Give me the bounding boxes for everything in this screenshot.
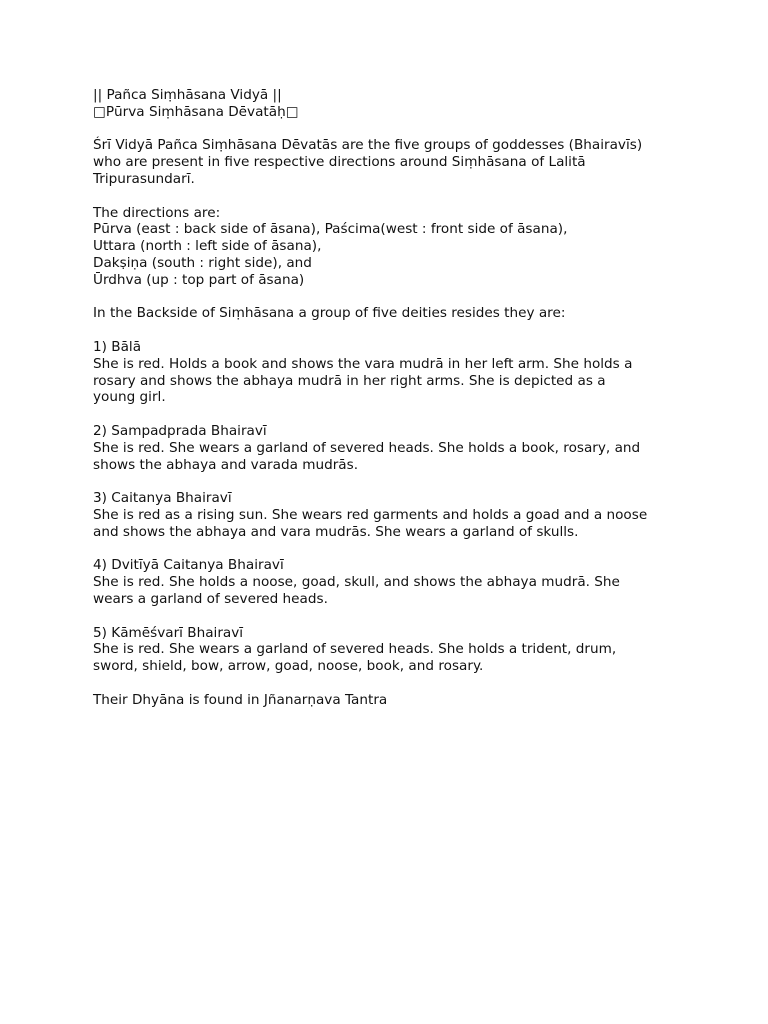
spacer — [93, 541, 693, 558]
spacer — [93, 188, 693, 205]
deity-description-line: rosary and shows the abhaya mudrā in her right arms. She is depicted as a — [93, 372, 606, 389]
document-title: || Pañca Siṃhāsana Vidyā || — [93, 87, 282, 103]
deity-entry — [93, 339, 693, 406]
document-page — [93, 87, 693, 708]
deity-entry — [93, 490, 693, 540]
deity-description-line: She is red. She wears a garland of severed heads. She holds a trident, drum, — [93, 641, 617, 658]
deity-heading: 1) Bālā — [93, 338, 142, 355]
direction-line: Uttara (north : left side of āsana), — [93, 238, 322, 255]
spacer — [93, 473, 693, 490]
deity-entry — [93, 625, 693, 675]
deity-description-line: She is red as a rising sun. She wears red garments and holds a goad and a noose — [93, 506, 648, 523]
intro-line: who are present in five respective directions around Siṃhāsana of Lalitā — [93, 154, 586, 171]
intro-line: Śrī Vidyā Pañca Siṃhāsana Dēvatās are the five groups of goddesses (Bhairavīs) — [93, 137, 643, 154]
spacer — [93, 675, 693, 692]
deity-description-line: wears a garland of severed heads. — [93, 590, 328, 607]
backside-intro: In the Backside of Siṃhāsana a group of five deities resides they are: — [93, 305, 566, 322]
deity-description-line: young girl. — [93, 389, 166, 406]
deity-description-line: She is red. Holds a book and shows the vara mudrā in her left arm. She holds a — [93, 355, 633, 372]
deity-heading: 2) Sampadprada Bhairavī — [93, 422, 267, 439]
deity-description-line: and shows the abhaya and vara mudrās. She wears a garland of skulls. — [93, 523, 579, 540]
direction-line: Pūrva (east : back side of āsana), Paścima(west : front side of āsana), — [93, 221, 568, 238]
deity-description-line: shows the abhaya and varada mudrās. — [93, 456, 359, 473]
spacer — [93, 406, 693, 423]
document-subtitle: □Pūrva Siṃhāsana Dēvatāḥ□ — [93, 103, 299, 120]
deity-heading: 5) Kāmēśvarī Bhairavī — [93, 624, 244, 641]
directions-paragraph — [93, 205, 693, 289]
closing-line: Their Dhyāna is found in Jñanarṇava Tantra — [93, 691, 388, 708]
directions-heading: The directions are: — [93, 204, 221, 221]
intro-paragraph — [93, 137, 693, 187]
spacer — [93, 608, 693, 625]
deity-entry — [93, 423, 693, 473]
spacer — [93, 289, 693, 306]
deity-heading: 3) Caitanya Bhairavī — [93, 490, 232, 507]
deity-description-line: sword, shield, bow, arrow, goad, noose, book, and rosary. — [93, 658, 484, 675]
intro-line: Tripurasundarī. — [93, 170, 195, 187]
spacer — [93, 121, 693, 138]
direction-line: Dakṣiṇa (south : right side), and — [93, 254, 312, 271]
deity-description-line: She is red. She holds a noose, goad, skull, and shows the abhaya mudrā. She — [93, 574, 620, 591]
direction-line: Ūrdhva (up : top part of āsana) — [93, 271, 305, 288]
deity-heading: 4) Dvitīyā Caitanya Bhairavī — [93, 557, 284, 574]
spacer — [93, 322, 693, 339]
deity-entry — [93, 557, 693, 607]
deity-description-line: She is red. She wears a garland of severed heads. She holds a book, rosary, and — [93, 439, 641, 456]
